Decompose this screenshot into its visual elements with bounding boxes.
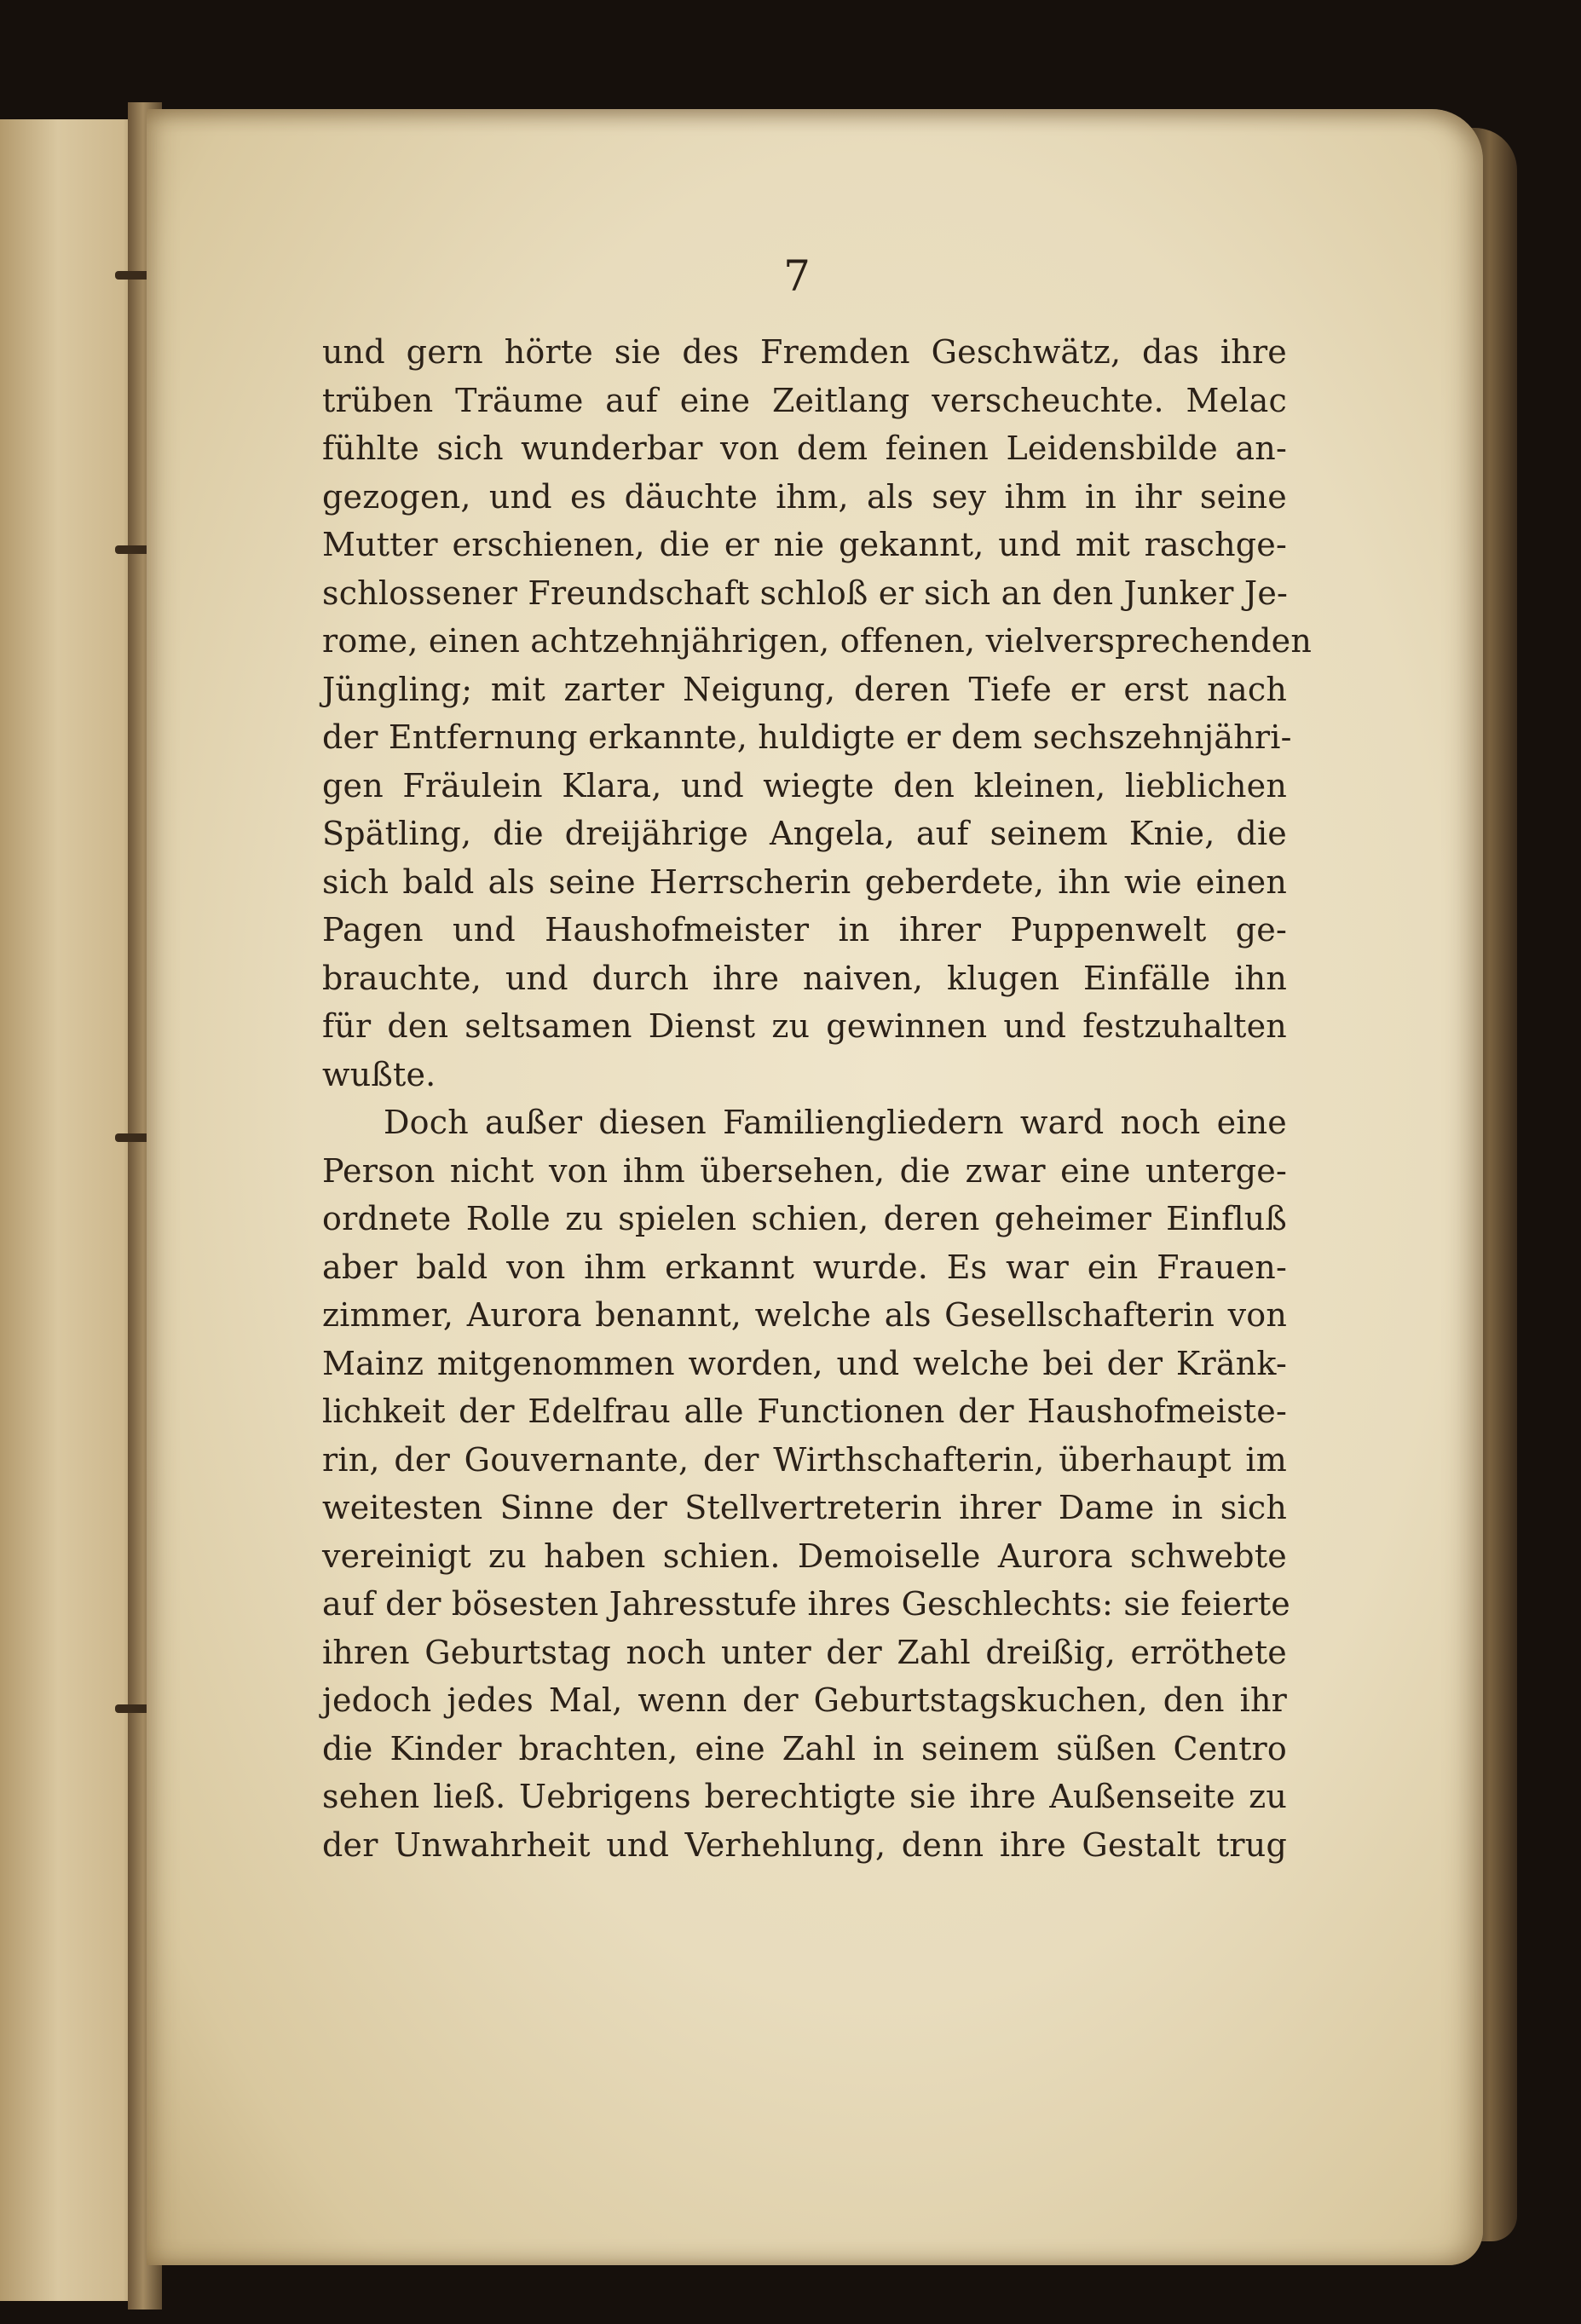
text-line: wußte. [322, 1055, 436, 1093]
text-line: zimmer, Aurora benannt, welche als Gesellschafterin von [322, 1296, 1287, 1334]
page-number: 7 [783, 251, 811, 301]
text-line: fühlte sich wunderbar von dem feinen Leidensbilde an- [322, 430, 1287, 467]
text-line: ordnete Rolle zu spielen schien, deren geheimer Einfluß [322, 1200, 1287, 1237]
text-line: rin, der Gouvernante, der Wirthschafterin, überhaupt im [322, 1440, 1287, 1479]
text-line: Mainz mitgenommen worden, und welche bei der Kränk- [322, 1344, 1287, 1382]
text-line: vereinigt zu haben schien. Demoiselle Aurora schwebte [322, 1537, 1287, 1575]
text-line: auf der bösesten Jahresstufe ihres Geschlechts: sie feierte [322, 1585, 1290, 1623]
text-line: Doch außer diesen Familiengliedern ward noch eine [384, 1104, 1287, 1141]
text-line: sehen ließ. Uebrigens berechtigte sie ihre Außenseite zu [322, 1778, 1287, 1815]
text-line: die Kinder brachten, eine Zahl in seinem süßen Centro [322, 1729, 1287, 1768]
text-line: lichkeit der Edelfrau alle Functionen der Haushofmeiste- [322, 1393, 1287, 1430]
text-line: und gern hörte sie des Fremden Geschwätz, das ihre [322, 333, 1287, 371]
text-line: Jüngling; mit zarter Neigung, deren Tiefe er erst nach [322, 670, 1287, 708]
text-line: brauchte, und durch ihre naiven, klugen Einfälle ihn [322, 959, 1287, 997]
text-line: ihren Geburtstag noch unter der Zahl dreißig, erröthete [322, 1633, 1287, 1671]
text-line: schlossener Freundschaft schloß er sich an den Junker Je- [322, 574, 1289, 612]
text-line: weitesten Sinne der Stellvertreterin ihrer Dame in sich [322, 1489, 1287, 1526]
text-line: gen Fräulein Klara, und wiegte den kleinen, lieblichen [322, 766, 1287, 804]
text-line: Mutter erschienen, die er nie gekannt, und mit raschge- [322, 526, 1287, 563]
body-text [322, 328, 1313, 1922]
text-line: Person nicht von ihm übersehen, die zwar eine unterge- [322, 1151, 1287, 1190]
text-line: trüben Träume auf eine Zeitlang verscheuchte. Melac [322, 381, 1287, 419]
text-line: für den seltsamen Dienst zu gewinnen und festzuhalten [322, 1007, 1287, 1045]
text-line: rome, einen achtzehnjährigen, offenen, vielversprechenden [322, 622, 1313, 660]
text-line: aber bald von ihm erkannt wurde. Es war ein Frauen- [322, 1248, 1287, 1286]
text-line: gezogen, und es däuchte ihm, als sey ihm in ihr seine [322, 477, 1287, 516]
text-line: Pagen und Haushofmeister in ihrer Puppenwelt ge- [322, 911, 1287, 949]
text-line: der Entfernung erkannte, huldigte er dem sechszehnjähri- [322, 718, 1292, 756]
text-line: jedoch jedes Mal, wenn der Geburtstagskuchen, den ihr [322, 1681, 1287, 1719]
left-page-edge [0, 119, 145, 2301]
text-line: Spätling, die dreijährige Angela, auf seinem Knie, die [322, 815, 1287, 852]
text-line: sich bald als seine Herrscherin geberdete, ihn wie einen [322, 862, 1287, 901]
text-line: der Unwahrheit und Verhehlung, denn ihre Gestalt trug [322, 1825, 1287, 1864]
